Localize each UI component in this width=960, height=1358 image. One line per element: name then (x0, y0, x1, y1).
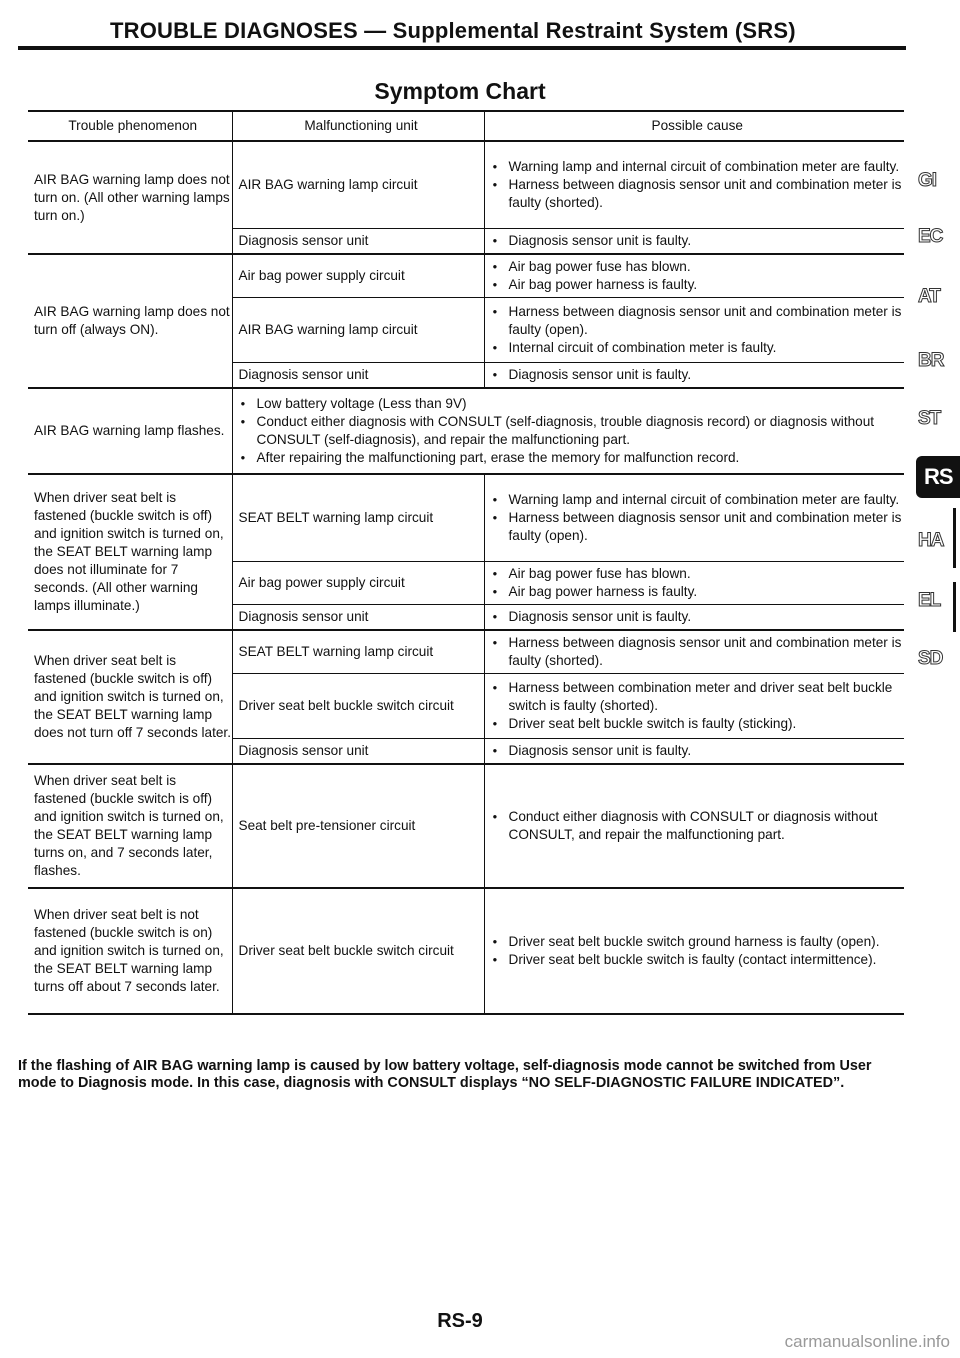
watermark: carmanualsonline.info (784, 1332, 950, 1351)
unit-cell: Seat belt pre-tensioner circuit (232, 764, 484, 888)
cause-item: ● Harness between diagnosis sensor unit and combination meter is faulty (shorted). (491, 634, 905, 670)
cause-item: ● Conduct either diagnosis with CONSULT (self-diagnosis, trouble diagnosis record) or diagnosis without CONSULT (self-diagnosis), and repair the malfunctioning part. (239, 413, 905, 449)
phenomenon-cell: When driver seat belt is fastened (buckle switch is off) and ignition switch is turned on, the SEAT BELT warning lamp does not illuminate for 7 seconds. (All other warning lamps illuminate.) (28, 474, 232, 630)
cause-item: ● Air bag power fuse has blown. (491, 258, 905, 276)
unit-cell: Diagnosis sensor unit (232, 605, 484, 631)
footnote: If the flashing of AIR BAG warning lamp is caused by low battery voltage, self-diagnosis mode cannot be switched from User mode to Diagnosis mode. In this case, diagnosis with CONSULT displays “NO SELF-DIAGNOSTIC FAILURE INDICATED”. (18, 1058, 872, 1091)
table-row (28, 141, 904, 229)
cause-item: ● Harness between diagnosis sensor unit and combination meter is faulty (open). (491, 303, 905, 339)
unit-cell: SEAT BELT warning lamp circuit (232, 474, 484, 562)
page-number: RS-9 (437, 1310, 483, 1332)
cause-cell (484, 363, 904, 389)
table-row (28, 254, 904, 298)
cause-item: ● Driver seat belt buckle switch is faulty (sticking). (491, 715, 905, 733)
table-row (28, 388, 904, 474)
cause-cell (484, 739, 904, 765)
cause-cell (484, 474, 904, 562)
phenomenon-cell: AIR BAG warning lamp flashes. (28, 388, 232, 474)
cause-cell (484, 229, 904, 255)
section-tab-gi[interactable]: GI (918, 170, 937, 191)
cause-item: ● Internal circuit of combination meter is faulty. (491, 339, 905, 357)
col-header-cause: Possible cause (484, 111, 904, 141)
section-tab-br[interactable]: BR (918, 350, 944, 371)
cause-cell (484, 298, 904, 363)
unit-cell: Driver seat belt buckle switch circuit (232, 888, 484, 1014)
unit-cell: Diagnosis sensor unit (232, 739, 484, 765)
cause-item: ● After repairing the malfunctioning part, erase the memory for malfunction record. (239, 449, 905, 467)
cause-cell (484, 605, 904, 631)
section-tab-ha[interactable]: HA (918, 530, 944, 551)
cause-cell (484, 630, 904, 674)
cause-item: ● Conduct either diagnosis with CONSULT or diagnosis without CONSULT, and repair the malfunctioning part. (491, 808, 905, 844)
table-header-row (28, 111, 904, 141)
cause-item: ● Harness between combination meter and driver seat belt buckle switch is faulty (shorted). (491, 679, 905, 715)
edge-mark (953, 508, 956, 568)
cause-item: ● Air bag power harness is faulty. (491, 583, 905, 601)
section-tab-ec[interactable]: EC (918, 226, 943, 247)
cause-item: ● Diagnosis sensor unit is faulty. (491, 742, 905, 760)
table-row (28, 764, 904, 888)
cause-item: ● Warning lamp and internal circuit of combination meter are faulty. (491, 158, 905, 176)
section-tab-el[interactable]: EL (918, 590, 941, 611)
unit-cell: Air bag power supply circuit (232, 562, 484, 605)
phenomenon-cell: When driver seat belt is fastened (buckle switch is off) and ignition switch is turned on, the SEAT BELT warning lamp does not turn off 7 seconds later. (28, 630, 232, 764)
cause-item: ● Diagnosis sensor unit is faulty. (491, 232, 905, 250)
cause-item: ● Harness between diagnosis sensor unit and combination meter is faulty (shorted). (491, 176, 905, 212)
cause-cell (484, 254, 904, 298)
cause-item: ● Air bag power harness is faulty. (491, 276, 905, 294)
section-tab-rs[interactable]: RS (916, 456, 960, 498)
cause-cell (232, 388, 904, 474)
cause-item: ● Air bag power fuse has blown. (491, 565, 905, 583)
chart-title: Symptom Chart (374, 78, 546, 104)
cause-item: ● Warning lamp and internal circuit of combination meter are faulty. (491, 491, 905, 509)
cause-cell (484, 674, 904, 739)
unit-cell: Diagnosis sensor unit (232, 229, 484, 255)
col-header-unit: Malfunctioning unit (232, 111, 484, 141)
table-row (28, 888, 904, 1014)
cause-cell (484, 764, 904, 888)
unit-cell: Driver seat belt buckle switch circuit (232, 674, 484, 739)
phenomenon-cell: AIR BAG warning lamp does not turn on. (All other warning lamps turn on.) (28, 141, 232, 254)
unit-cell: AIR BAG warning lamp circuit (232, 298, 484, 363)
unit-cell: SEAT BELT warning lamp circuit (232, 630, 484, 674)
table-row (28, 474, 904, 562)
table-row (28, 630, 904, 674)
unit-cell: Diagnosis sensor unit (232, 363, 484, 389)
cause-item: ● Diagnosis sensor unit is faulty. (491, 366, 905, 384)
section-tab-st[interactable]: ST (918, 408, 941, 429)
cause-item: ● Harness between diagnosis sensor unit and combination meter is faulty (open). (491, 509, 905, 545)
cause-item: ● Low battery voltage (Less than 9V) (239, 395, 905, 413)
cause-item: ● Diagnosis sensor unit is faulty. (491, 608, 905, 626)
phenomenon-cell: AIR BAG warning lamp does not turn off (always ON). (28, 254, 232, 388)
cause-cell (484, 141, 904, 229)
header-rule (18, 46, 906, 50)
col-header-phenomenon: Trouble phenomenon (28, 111, 232, 141)
section-tab-sd[interactable]: SD (918, 648, 943, 669)
unit-cell: AIR BAG warning lamp circuit (232, 141, 484, 229)
section-tab-at[interactable]: AT (918, 286, 940, 307)
edge-mark (953, 582, 956, 632)
symptom-table (28, 110, 904, 1015)
cause-item: ● Driver seat belt buckle switch is faulty (contact intermittence). (491, 951, 905, 969)
cause-cell (484, 888, 904, 1014)
phenomenon-cell: When driver seat belt is fastened (buckle switch is off) and ignition switch is turned on, the SEAT BELT warning lamp turns on, and 7 seconds later, flashes. (28, 764, 232, 888)
unit-cell: Air bag power supply circuit (232, 254, 484, 298)
phenomenon-cell: When driver seat belt is not fastened (buckle switch is on) and ignition switch is turned on, the SEAT BELT warning lamp turns off about 7 seconds later. (28, 888, 232, 1014)
cause-item: ● Driver seat belt buckle switch ground harness is faulty (open). (491, 933, 905, 951)
cause-cell (484, 562, 904, 605)
page-header-title: TROUBLE DIAGNOSES — Supplemental Restraint System (SRS) (110, 18, 796, 43)
